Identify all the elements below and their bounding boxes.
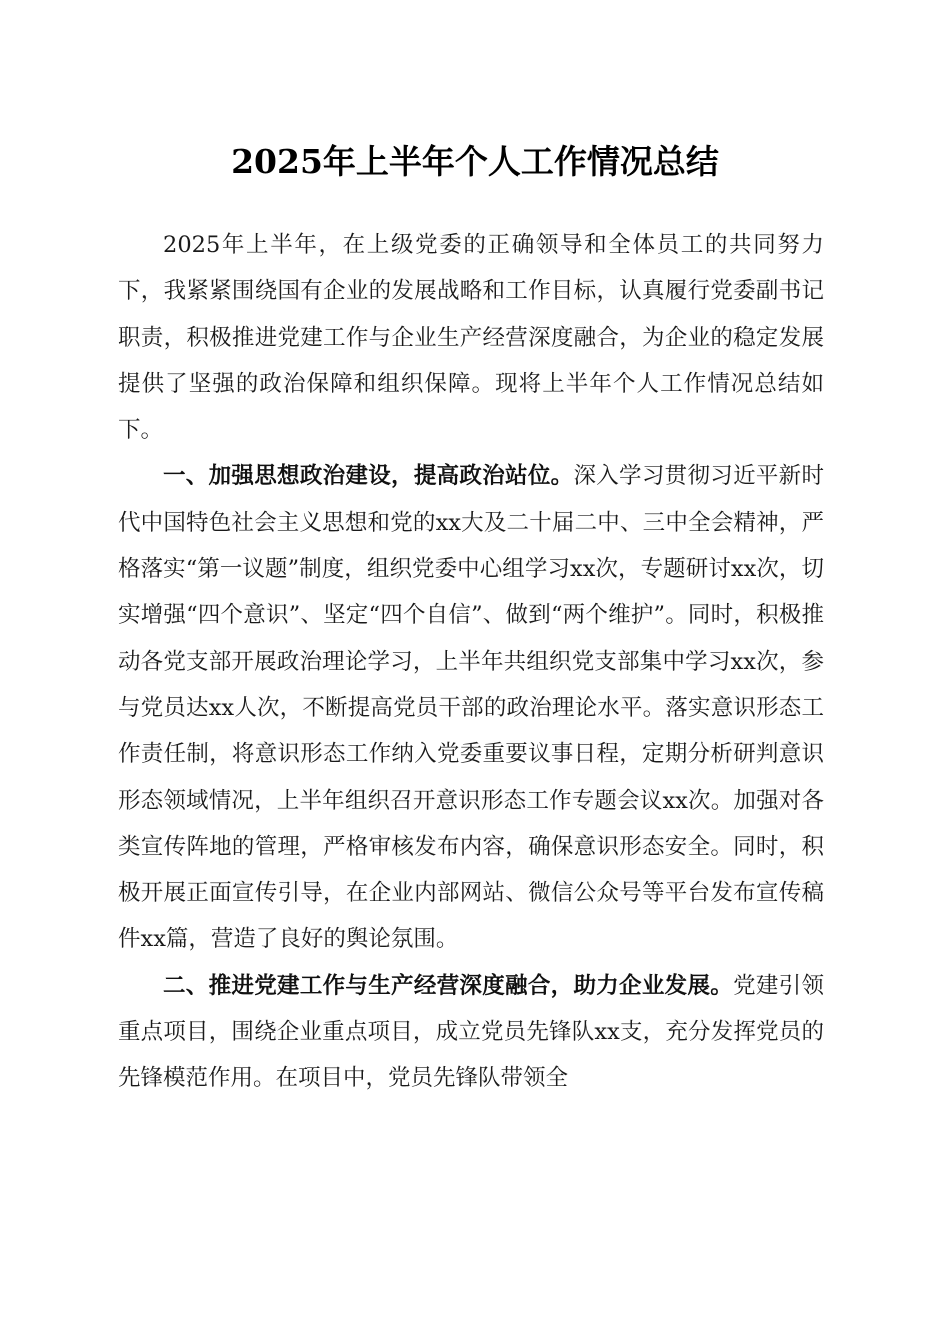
section-1-heading: 一、加强思想政治建设，提高政治站位。 [163, 463, 574, 490]
page-title: 2025年上半年个人工作情况总结 [231, 142, 719, 181]
intro-paragraph [118, 222, 824, 453]
section-2-paragraph [118, 963, 824, 1102]
paragraph-text: 党建引领重点项目，围绕企业重点项目，成立党员先锋队xx支，充分发挥党员的先锋模范作用。在项目中，党员先锋队带领全 [118, 972, 824, 1092]
paragraph-text: 2025年上半年，在上级党委的正确领导和全体员工的共同努力下，我紧紧围绕国有企业的发展战略和工作目标，认真履行党委副书记职责，积极推进党建工作与企业生产经营深度融合，为企业的稳定发展提供了坚强的政治保障和组织保障。现将上半年个人工作情况总结如下。 [118, 232, 824, 444]
document-body [118, 222, 824, 1102]
section-1-paragraph [118, 453, 824, 962]
paragraph-text: 深入学习贯彻习近平新时代中国特色社会主义思想和党的xx大及二十届二中、三中全会精神，严格落实“第一议题”制度，组织党委中心组学习xx次，专题研讨xx次，切实增强“四个意识”、坚定“四个自信”、做到“两个维护”。同时，积极推动各党支部开展政治理论学习，上半年共组织党支部集中学习xx次，参与党员达xx人次，不断提高党员干部的政治理论水平。落实意识形态工作责任制，将意识形态工作纳入党委重要议事日程，定期分析研判意识形态领域情况，上半年组织召开意识形态工作专题会议xx次。加强对各类宣传阵地的管理，严格审核发布内容，确保意识形态安全。同时，积极开展正面宣传引导，在企业内部网站、微信公众号等平台发布宣传稿件xx篇，营造了良好的舆论氛围。 [118, 463, 824, 953]
section-2-heading: 二、推进党建工作与生产经营深度融合，助力企业发展。 [163, 972, 734, 999]
